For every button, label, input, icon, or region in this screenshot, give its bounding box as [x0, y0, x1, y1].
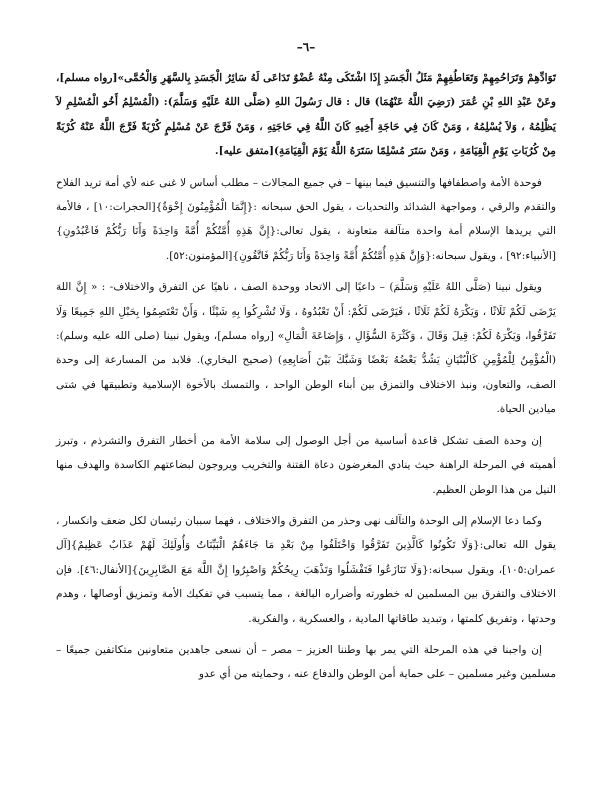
- paragraph-division-warning: وكما دعا الإسلام إلى الوحدة والتآلف نهى وحذر من التفرق والاختلاف ، فهما سببان رئيسان لكل ضعف وانكسار ، يقول الله تعالى:{وَلَا تَكُونُوا كَالَّذِينَ تَفَرَّقُوا وَاخْتَلَفُوا مِنْ بَعْدِ مَا جَاءَهُمُ الْبَيِّنَاتُ وَأُولَئِكَ لَهُمْ عَذَابٌ عَظِيمٌ}[آل عمران:١٠٥]، ويقول سبحانه:{وَلَا تَنَازَعُوا فَتَفْشَلُوا وَتَذْهَبَ رِيحُكُمْ وَاصْبِرُوا إِنَّ اللَّهَ مَعَ الصَّابِرِينَ}[الأنفال:٤٦]. فإن الاختلاف والتفرق بين المسلمين له خطورته وأضراره البالغة ، مما يتسبب في تفكيك الأمة وتمزيق أوصالها ، وهدم وحدتها ، وتفريق كلمتها ، وتبديد طاقاتها المادية ، والعسكرية ، والفكرية.: [56, 514, 556, 625]
- body-text: [56, 66, 556, 694]
- paragraph-nation-unity: فوحدة الأمة واصطفافها والتنسيق فيما بينها – في جميع المجالات – مطلب أساس لا غنى عنه لأي أمة تريد الفلاح والتقدم والرقي ، ومواجهة الشدائد والتحديات ، يقول الحق سبحانه :{إِنَّمَا الْمُؤْمِنُونَ إِخْوَةٌ}[الحجرات:١٠] ، فالأمة التي يريدها الإسلام أمة واحدة متآلفة متعاونة ، يقول تعالى:{إِنَّ هَذِهِ أُمَّتُكُمْ أُمَّةً وَاحِدَةً وَأَنَا رَبُّكُمْ فَاعْبُدُونِ}[الأنبياء:٩٢] ، ويقول سبحانه:{وَإِنَّ هَذِهِ أُمَّتُكُمْ أُمَّةً وَاحِدَةً وَأَنَا رَبُّكُمْ فَاتَّقُونِ}[المؤمنون:٥٢].: [56, 176, 556, 262]
- paragraph-unity-foundation: إن وحدة الصف تشكل قاعدة أساسية من أجل الوصول إلى سلامة الأمة من أخطار التفرق والتشرذم ، وتبرز أهميته في المرحلة الراهنة حيث ينادي المغرضون دعاة الفتنة والتخريب ويروجون لبضاعتهم الكاسدة والهدف منها النيل من هذا الوطن العظيم.: [56, 434, 556, 496]
- paragraph-our-duty: إن واجبنا في هذه المرحلة التي يمر بها وطننا العزيز – مصر – أن نسعى جاهدين متعاونين متكاتفين جميعًا – مسلمين وغير مسلمين – على حماية أمن الوطن والدفاع عنه ، وحمايته من أي عدو: [56, 643, 556, 681]
- page-number: –٦–: [296, 40, 316, 54]
- paragraph-hadith-unity: تَوَادِّهِمْ وَتَرَاحُمِهِمْ وَتَعَاطُفِهِمْ مَثَلُ الْجَسَدِ إِذَا اشْتَكَى مِنْهُ عُضْوٌ تَدَاعَى لَهُ سَائِرُ الْجَسَدِ بِالسَّهَرِ وَالْحُمَّى»[رواه مسلم]، وعَنْ عَبْدِ اللهِ بْنِ عُمَرَ (رَضِيَ اللَّهُ عَنْهُمَا) قال : قال رَسُولَ اللهِ (صَلَّى اللهُ عَلَيْهِ وَسَلَّمَ): (الْمُسْلِمُ أَخُو الْمُسْلِمِ لاَ يَظْلِمُهُ ، وَلاَ يُسْلِمُهُ ، وَمَنْ كَانَ فِي حَاجَةِ أَخِيهِ كَانَ اللَّهُ فِي حَاجَتِهِ ، وَمَنْ فَرَّجَ عَنْ مُسْلِمٍ كُرْبَةً فَرَّجَ اللَّهُ عَنْهُ كُرْبَةً مِنْ كُرُبَاتِ يَوْمِ الْقِيَامَةِ ، وَمَنْ سَتَرَ مُسْلِمًا سَتَرَهُ اللَّهُ يَوْمَ الْقِيَامَةِ)[متفق عليه].: [56, 72, 556, 158]
- paragraph-prophet-saying: ويقول نبينا (صَلَّى اللهُ عَلَيْهِ وَسَلَّمَ) – داعيًا إلى الاتحاد ووحدة الصف ، ناهيًا عن التفرق والاختلاف- : « إِنَّ اللهَ يَرْضَى لَكُمْ ثَلَاثًا ، وَيَكْرَهُ لَكُمْ ثَلَاثًا ، فَيَرْضَى لَكُمْ: أَنْ تَعْبُدُوهُ ، وَلَا تُشْرِكُوا بِهِ شَيْئًا ، وَأَنْ تَعْتَصِمُوا بِحَبْلِ اللهِ جَمِيعًا وَلَا تَفَرَّقُوا، وَيَكْرَهُ لَكُمْ: قِيلَ وَقَالَ ، وَكَثْرَةَ السُّؤَالِ ، وَإِضَاعَةَ الْمَالِ» [رواه مسلم]، ويقول نبينا (صلى الله عليه وسلم): (الْمُؤْمِنُ لِلْمُؤْمِنِ كَالْبُنْيَانِ يَشُدُّ بَعْضُهُ بَعْضًا وَشَبَّكَ بَيْنَ أَصَابِعِهِ) (صحيح البخاري). فلابد من المسارعة إلى وحدة الصف، والتعاون، ونبذ الاختلاف والتمزق بين أبناء الوطن الواحد ، والتمسك بالأخوة الإسلامية وتطبيقها في شتى ميادين الحياة.: [56, 281, 556, 416]
